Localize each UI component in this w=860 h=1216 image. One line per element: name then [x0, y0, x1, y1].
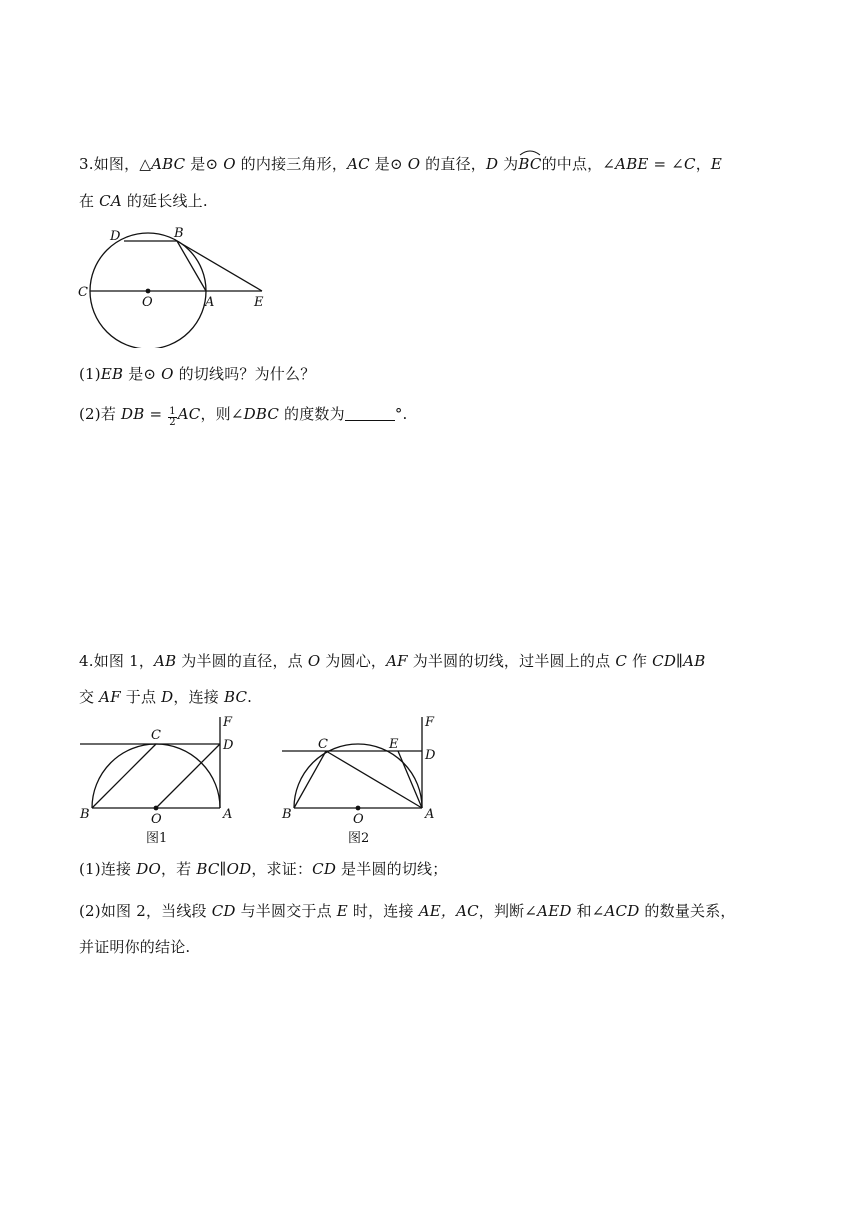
- q4-text: 作: [627, 652, 653, 670]
- q3-abc: ABC: [151, 155, 186, 173]
- q4-text: 的数量关系，: [639, 902, 736, 920]
- q3-center-point: [146, 289, 151, 294]
- q4-angle-acd: ∠ACD: [591, 902, 640, 920]
- q4-figure-1: [76, 712, 246, 852]
- q3-circle-o: ⊙ O: [389, 155, 421, 173]
- q4-fig2-line-ea: [398, 751, 422, 808]
- q4-fig1-semicircle: [92, 744, 220, 808]
- q4-fig1-label-d: D: [223, 738, 234, 753]
- q4-number: 4.: [79, 652, 94, 670]
- q4-fig1-label-f: F: [223, 715, 233, 730]
- q4-line-2: [79, 687, 252, 707]
- q4-text: 交: [79, 688, 100, 706]
- q4-part1-number: (1)连接: [79, 860, 137, 878]
- q4-text: ，若: [160, 860, 197, 878]
- q4-e: E: [336, 902, 348, 920]
- q3-db-equation: DB =: [121, 405, 168, 423]
- q4-fig1-line-od: [156, 744, 220, 808]
- q4-part2-number: (2)如图 2，当线段: [79, 902, 212, 920]
- q3-line-1: [79, 154, 722, 174]
- q4-fig2-label-f: F: [425, 715, 435, 730]
- q4-fig2-label-a: A: [425, 807, 435, 822]
- q4-fig1-label-a: A: [223, 807, 233, 822]
- q4-bc: BC: [223, 688, 248, 706]
- q3-text: 的中点，: [541, 155, 603, 173]
- q3-answer-blank[interactable]: [345, 406, 395, 421]
- q4-cd: CD: [312, 860, 337, 878]
- q3-text: 是: [123, 365, 144, 383]
- q3-text: 是: [185, 155, 206, 173]
- q4-fig2-line-bc: [294, 751, 326, 808]
- q4-fig1-line-bc: [92, 744, 156, 808]
- q4-part-2: [79, 901, 736, 921]
- q4-ab: AB: [154, 652, 177, 670]
- q3-arc-bc: [518, 154, 541, 174]
- q4-text: 是半圆的切线；: [336, 860, 448, 878]
- q3-text: 是: [369, 155, 390, 173]
- q4-text: 时，连接: [347, 902, 419, 920]
- q3-line-cb: [90, 241, 177, 291]
- q4-fig1-label-o: O: [151, 812, 162, 827]
- q3-text: 如图，: [93, 155, 140, 173]
- q4-fig1-label-b: B: [80, 807, 90, 822]
- q3-text: 的延长线上.: [121, 192, 208, 210]
- q4-angle-aed: ∠AED: [524, 902, 572, 920]
- q3-label-a: A: [205, 295, 215, 310]
- q3-angle-equation: ∠ABE = ∠C: [602, 155, 696, 173]
- q3-line-be: [177, 241, 262, 291]
- q3-arc-bc-label: BC: [518, 155, 542, 173]
- q4-text: 为半圆的切线，过半圆上的点: [407, 652, 616, 670]
- q3-angle-dbc: ∠DBC: [230, 405, 280, 423]
- q4-text: 和: [571, 902, 592, 920]
- q4-fig2-line-ca: [326, 751, 422, 808]
- q3-figure: [76, 224, 276, 348]
- q4-af: AF: [386, 652, 408, 670]
- q4-af: AF: [99, 688, 121, 706]
- q4-text: ，求证：: [251, 860, 313, 878]
- q4-ae-ac: AE，AC: [418, 902, 479, 920]
- q4-text: .: [247, 688, 253, 706]
- q3-fraction: [168, 407, 177, 428]
- q3-text: °.: [394, 405, 408, 423]
- q4-text: 与半圆交于点: [235, 902, 337, 920]
- arc-symbol-icon: [518, 148, 542, 156]
- q3-label-b: B: [174, 226, 184, 241]
- q4-line-1: [79, 651, 705, 671]
- q4-fig2-label-b: B: [282, 807, 292, 822]
- q3-label-o: O: [142, 295, 153, 310]
- q4-fig2-caption: 图2: [348, 831, 370, 846]
- q3-ac: AC: [177, 405, 201, 423]
- q3-label-c: C: [78, 285, 88, 300]
- q3-text: 的度数为: [279, 405, 345, 423]
- q4-fig1-caption: 图1: [146, 831, 168, 846]
- q4-fig2-center-point: [356, 806, 361, 811]
- q3-line-2: [79, 191, 208, 211]
- q4-fig2-semicircle: [294, 744, 422, 808]
- q3-ac: AC: [347, 155, 370, 173]
- q3-text: ，则: [200, 405, 231, 423]
- q4-do: DO: [136, 860, 161, 878]
- q3-part-1: [79, 364, 315, 384]
- q4-text: ，判断: [478, 902, 525, 920]
- q4-text: 并证明你的结论.: [79, 938, 191, 956]
- q4-fig1-center-point: [154, 806, 159, 811]
- q3-text: 的切线吗？为什么？: [173, 365, 316, 383]
- q3-part-2: [79, 404, 408, 428]
- q3-fraction-numerator: 1: [169, 406, 176, 417]
- q4-text: 如图 1，: [93, 652, 155, 670]
- q3-part1-number: (1): [79, 365, 101, 383]
- q3-e: E: [710, 155, 723, 173]
- q3-text: 的直径，: [420, 155, 486, 173]
- q3-label-e: E: [254, 295, 264, 310]
- q3-text: 为: [498, 155, 519, 173]
- q4-text: 于点: [120, 688, 162, 706]
- q4-o: O: [307, 652, 321, 670]
- q3-part2-number: (2)若: [79, 405, 122, 423]
- q4-part-1: [79, 859, 447, 879]
- q4-text: 为圆心，: [320, 652, 387, 670]
- q3-fraction-denominator: 2: [169, 417, 176, 428]
- q4-cd: CD: [211, 902, 236, 920]
- q4-bc-parallel-od: BC∥OD: [196, 860, 252, 878]
- q3-d: D: [485, 155, 499, 173]
- q4-fig2-label-o: O: [353, 812, 364, 827]
- q4-fig1-label-c: C: [151, 728, 161, 743]
- q4-figure-2: [278, 712, 448, 852]
- q3-eb: EB: [100, 365, 124, 383]
- q4-d: D: [161, 688, 174, 706]
- q4-c: C: [615, 652, 627, 670]
- q4-fig2-label-d: D: [425, 748, 436, 763]
- q4-fig2-label-c: C: [318, 737, 328, 752]
- q4-text: ，连接: [173, 688, 224, 706]
- q4-cd-parallel-ab: CD∥AB: [652, 652, 706, 670]
- q3-circle-o: ⊙ O: [143, 365, 174, 383]
- q3-line-ba: [177, 241, 206, 291]
- q3-text: ，: [695, 155, 711, 173]
- q4-part-2-cont: [79, 937, 190, 957]
- q3-circle-o: ⊙ O: [205, 155, 236, 173]
- q3-number: 3.: [79, 155, 94, 173]
- q4-fig2-label-e: E: [389, 737, 399, 752]
- q3-ca: CA: [99, 192, 122, 210]
- q3-label-d: D: [110, 229, 121, 244]
- q3-text: 的内接三角形，: [235, 155, 348, 173]
- q3-triangle-symbol: △: [139, 155, 152, 173]
- q4-text: 为半圆的直径，点: [176, 652, 308, 670]
- q3-text: 在: [79, 192, 95, 210]
